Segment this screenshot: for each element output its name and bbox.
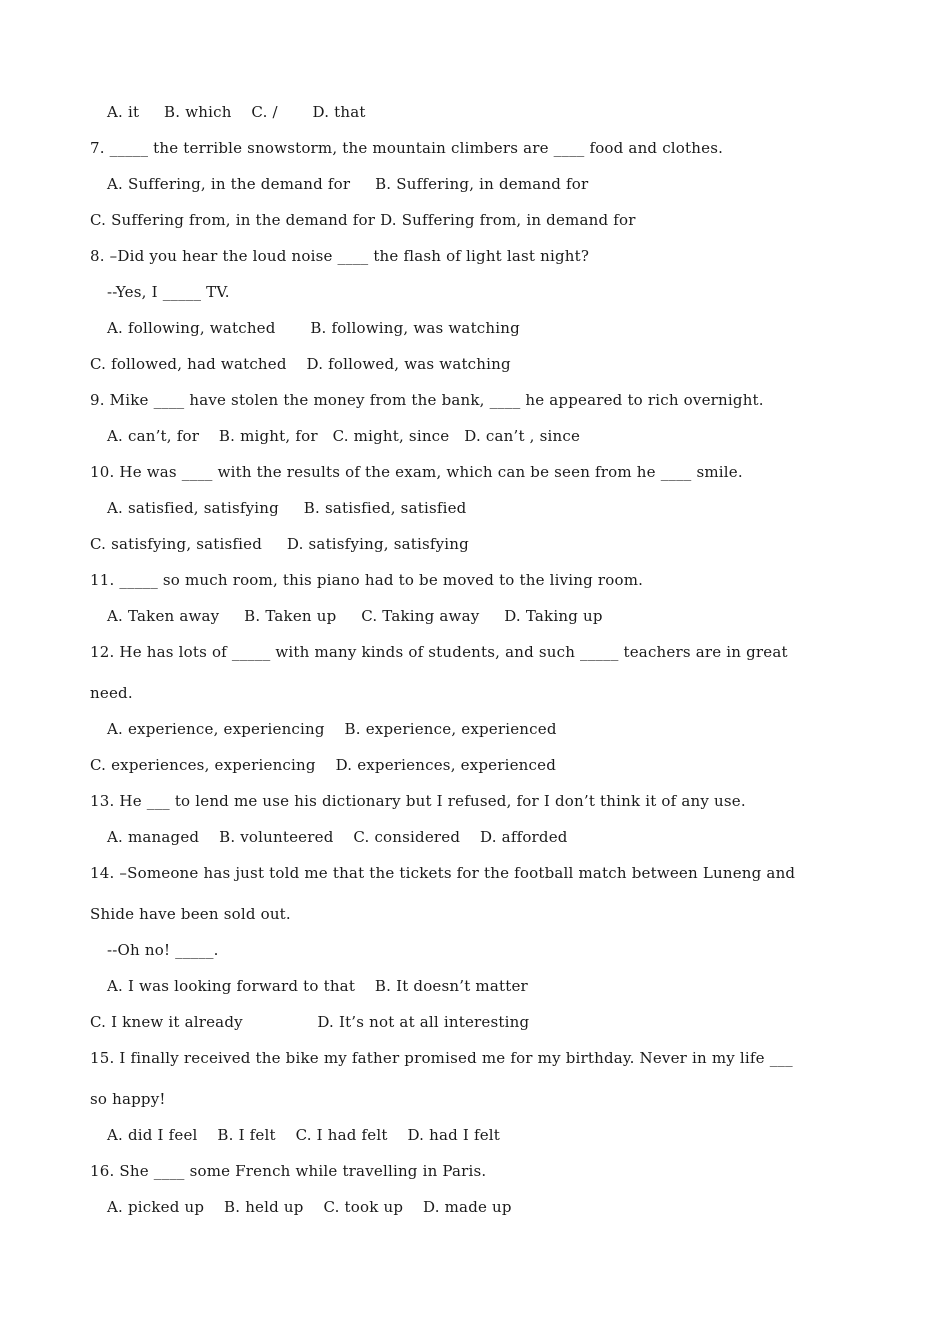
question-10-stem: 10. He was ____ with the results of the exam, which can be seen from he ____ smile. <box>90 463 743 481</box>
question-7-options-cd: C. Suffering from, in the demand for D. Suffering from, in demand for <box>90 211 636 229</box>
question-14-reply: --Oh no! _____. <box>107 941 219 959</box>
question-15-stem: 15. I finally received the bike my father promised me for my birthday. Never in my life ___ <box>90 1049 793 1067</box>
question-9-stem: 9. Mike ____ have stolen the money from the bank, ____ he appeared to rich overnight. <box>90 391 764 409</box>
question-14-stem-wrap: Shide have been sold out. <box>90 905 291 923</box>
question-12-options-ab: A. experience, experiencing B. experience, experienced <box>107 720 557 738</box>
question-16-options: A. picked up B. held up C. took up D. made up <box>107 1198 512 1216</box>
question-7-stem: 7. _____ the terrible snowstorm, the mountain climbers are ____ food and clothes. <box>90 139 724 157</box>
question-14-stem: 14. –Someone has just told me that the tickets for the football match between Luneng and <box>90 864 796 882</box>
question-14-options-ab: A. I was looking forward to that B. It doesn’t matter <box>107 977 528 995</box>
question-15-stem-wrap: so happy! <box>90 1090 166 1108</box>
question-12-stem-wrap: need. <box>90 684 133 702</box>
question-8-reply: --Yes, I _____ TV. <box>107 283 230 301</box>
question-13-options: A. managed B. volunteered C. considered D. afforded <box>107 828 568 846</box>
question-11-stem: 11. _____ so much room, this piano had to be moved to the living room. <box>90 571 644 589</box>
question-10-options-cd: C. satisfying, satisfied D. satisfying, satisfying <box>90 535 469 553</box>
question-8-options-cd: C. followed, had watched D. followed, was watching <box>90 355 511 373</box>
question-14-options-cd: C. I knew it already D. It’s not at all interesting <box>90 1013 530 1031</box>
question-8-options-ab: A. following, watched B. following, was watching <box>107 319 520 337</box>
question-12-options-cd: C. experiences, experiencing D. experiences, experienced <box>90 756 557 774</box>
question-7-options-ab: A. Suffering, in the demand for B. Suffering, in demand for <box>107 175 589 193</box>
question-9-options: A. can’t, for B. might, for C. might, since D. can’t , since <box>107 427 581 445</box>
question-16-stem: 16. She ____ some French while travelling in Paris. <box>90 1162 487 1180</box>
question-8-stem: 8. –Did you hear the loud noise ____ the flash of light last night? <box>90 247 590 265</box>
question-11-options: A. Taken away B. Taken up C. Taking away D. Taking up <box>107 607 603 625</box>
question-12-stem: 12. He has lots of _____ with many kinds of students, and such _____ teachers are in great <box>90 643 788 661</box>
question-15-options: A. did I feel B. I felt C. I had felt D. had I felt <box>107 1126 501 1144</box>
question-6-options: A. it B. which C. / D. that <box>107 103 366 121</box>
question-13-stem: 13. He ___ to lend me use his dictionary but I refused, for I don’t think it of any use. <box>90 792 746 810</box>
question-10-options-ab: A. satisfied, satisfying B. satisfied, satisfied <box>107 499 467 517</box>
